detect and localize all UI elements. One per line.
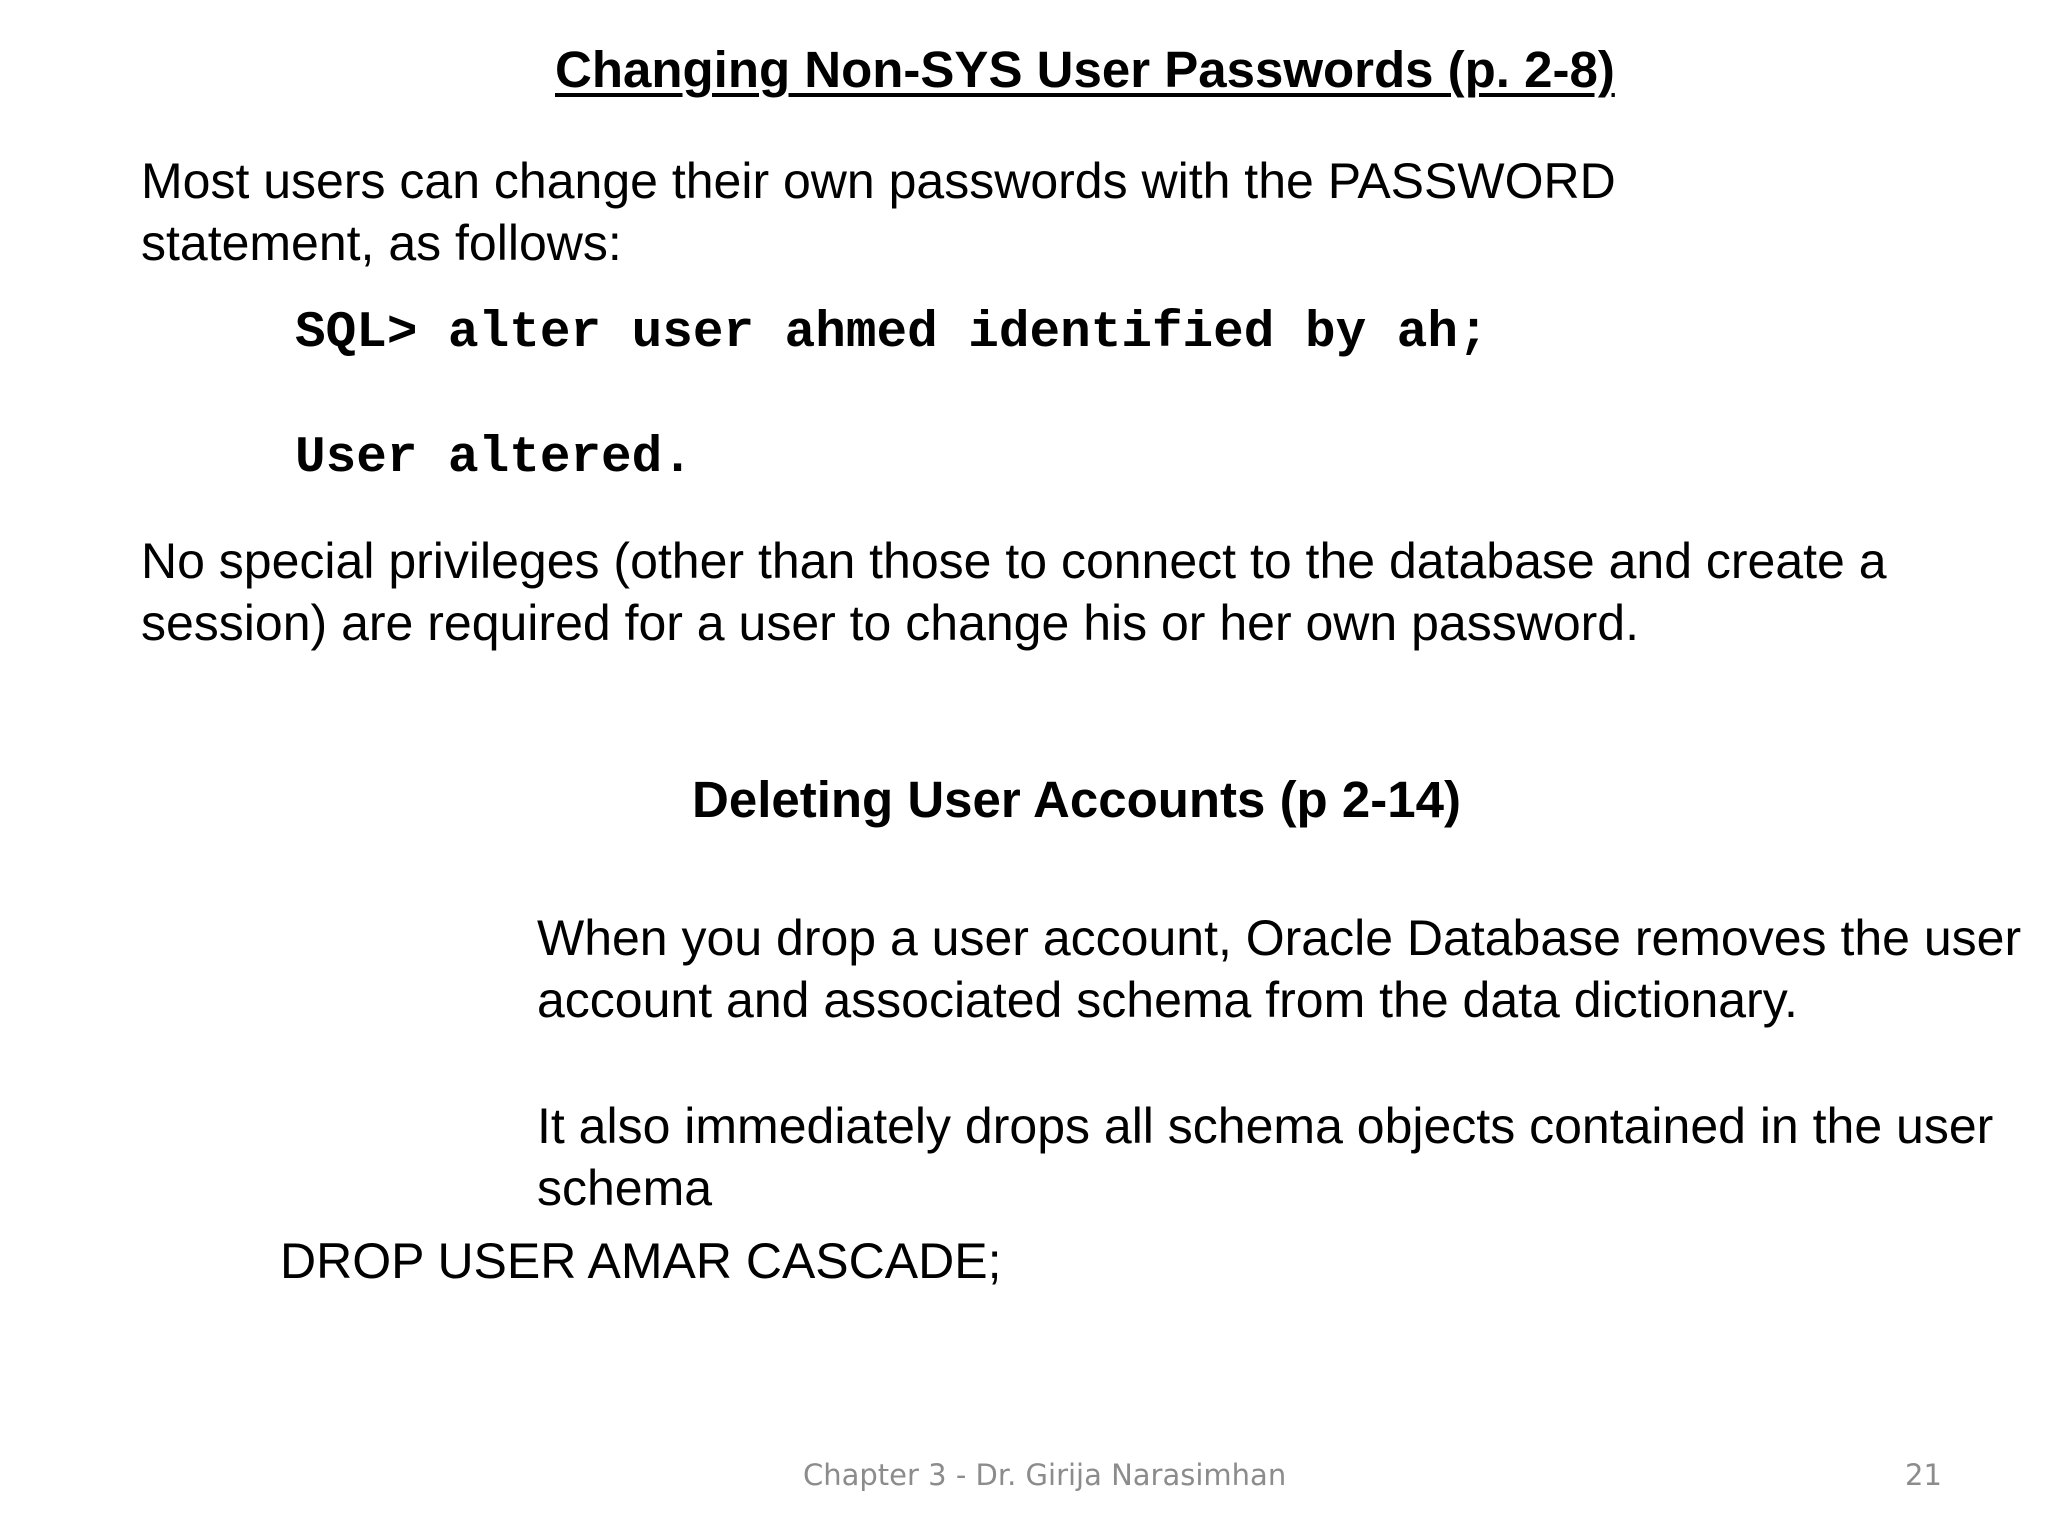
sql-result: User altered.: [295, 430, 693, 487]
intro-paragraph: Most users can change their own passwords with the PASSWORD statement, as follows:: [141, 153, 1616, 271]
section-heading: Deleting User Accounts (p 2-14): [692, 771, 1461, 828]
page-number: 21: [1905, 1458, 1942, 1492]
drop-user-statement: DROP USER AMAR CASCADE;: [280, 1233, 1002, 1289]
privileges-paragraph: No special privileges (other than those to connect to the database and create a session) are required for a user to change his or her own password.: [141, 533, 1887, 651]
slide-title: Changing Non-SYS User Passwords (p. 2-8): [555, 41, 1615, 98]
footer-text: Chapter 3 - Dr. Girija Narasimhan: [803, 1458, 1287, 1492]
drop-description-paragraph: When you drop a user account, Oracle Database removes the user account and associated schema from the data dictionary.: [537, 910, 2022, 1028]
drop-objects-paragraph: It also immediately drops all schema objects contained in the user schema: [537, 1098, 1994, 1216]
sql-command: SQL> alter user ahmed identified by ah;: [295, 305, 1489, 362]
